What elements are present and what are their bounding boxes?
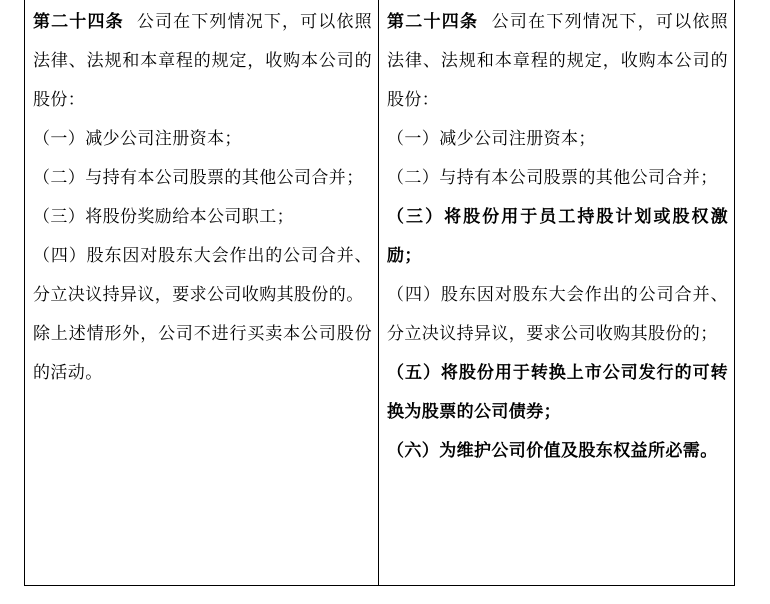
right-item-1: （一）减少公司注册资本； xyxy=(387,129,596,149)
comparison-table xyxy=(24,0,735,586)
right-item-4: （四）股东因对股东大会作出的公司合并、分立决议持异议，要求公司收购其股份的； xyxy=(387,285,728,344)
left-item-4: （四）股东因对股东大会作出的公司合并、分立决议持异议，要求公司收购其股份的。 xyxy=(33,246,372,305)
left-item-2: （二）与持有本公司股票的其他公司合并； xyxy=(33,168,364,188)
left-article-intro: 公司在下列情况下，可以依照法律、法规和本章程的规定，收购本公司的股份： xyxy=(33,12,373,110)
right-column-amended xyxy=(379,0,734,585)
right-item-6-new: （六）为维护公司价值及股东权益所必需。 xyxy=(387,441,718,461)
left-column-original xyxy=(25,0,379,585)
right-article-heading: 第二十四条 xyxy=(387,12,479,32)
right-article-intro: 公司在下列情况下，可以依照法律、法规和本章程的规定，收购本公司的股份： xyxy=(387,12,729,110)
left-item-3: （三）将股份奖励给本公司职工； xyxy=(33,207,294,227)
right-item-2: （二）与持有本公司股票的其他公司合并； xyxy=(387,168,718,188)
left-article-heading: 第二十四条 xyxy=(33,12,124,32)
right-item-5-new: （五）将股份用于转换上市公司发行的可转换为股票的公司债券； xyxy=(387,363,728,422)
left-item-1: （一）减少公司注册资本； xyxy=(33,129,242,149)
left-intro-paragraph xyxy=(25,3,378,120)
right-item-3-new: （三）将股份用于员工持股计划或股权激励； xyxy=(387,207,728,266)
left-closing-paragraph: 除上述情形外，公司不进行买卖本公司股份的活动。 xyxy=(33,324,372,383)
right-intro-paragraph xyxy=(379,3,734,120)
